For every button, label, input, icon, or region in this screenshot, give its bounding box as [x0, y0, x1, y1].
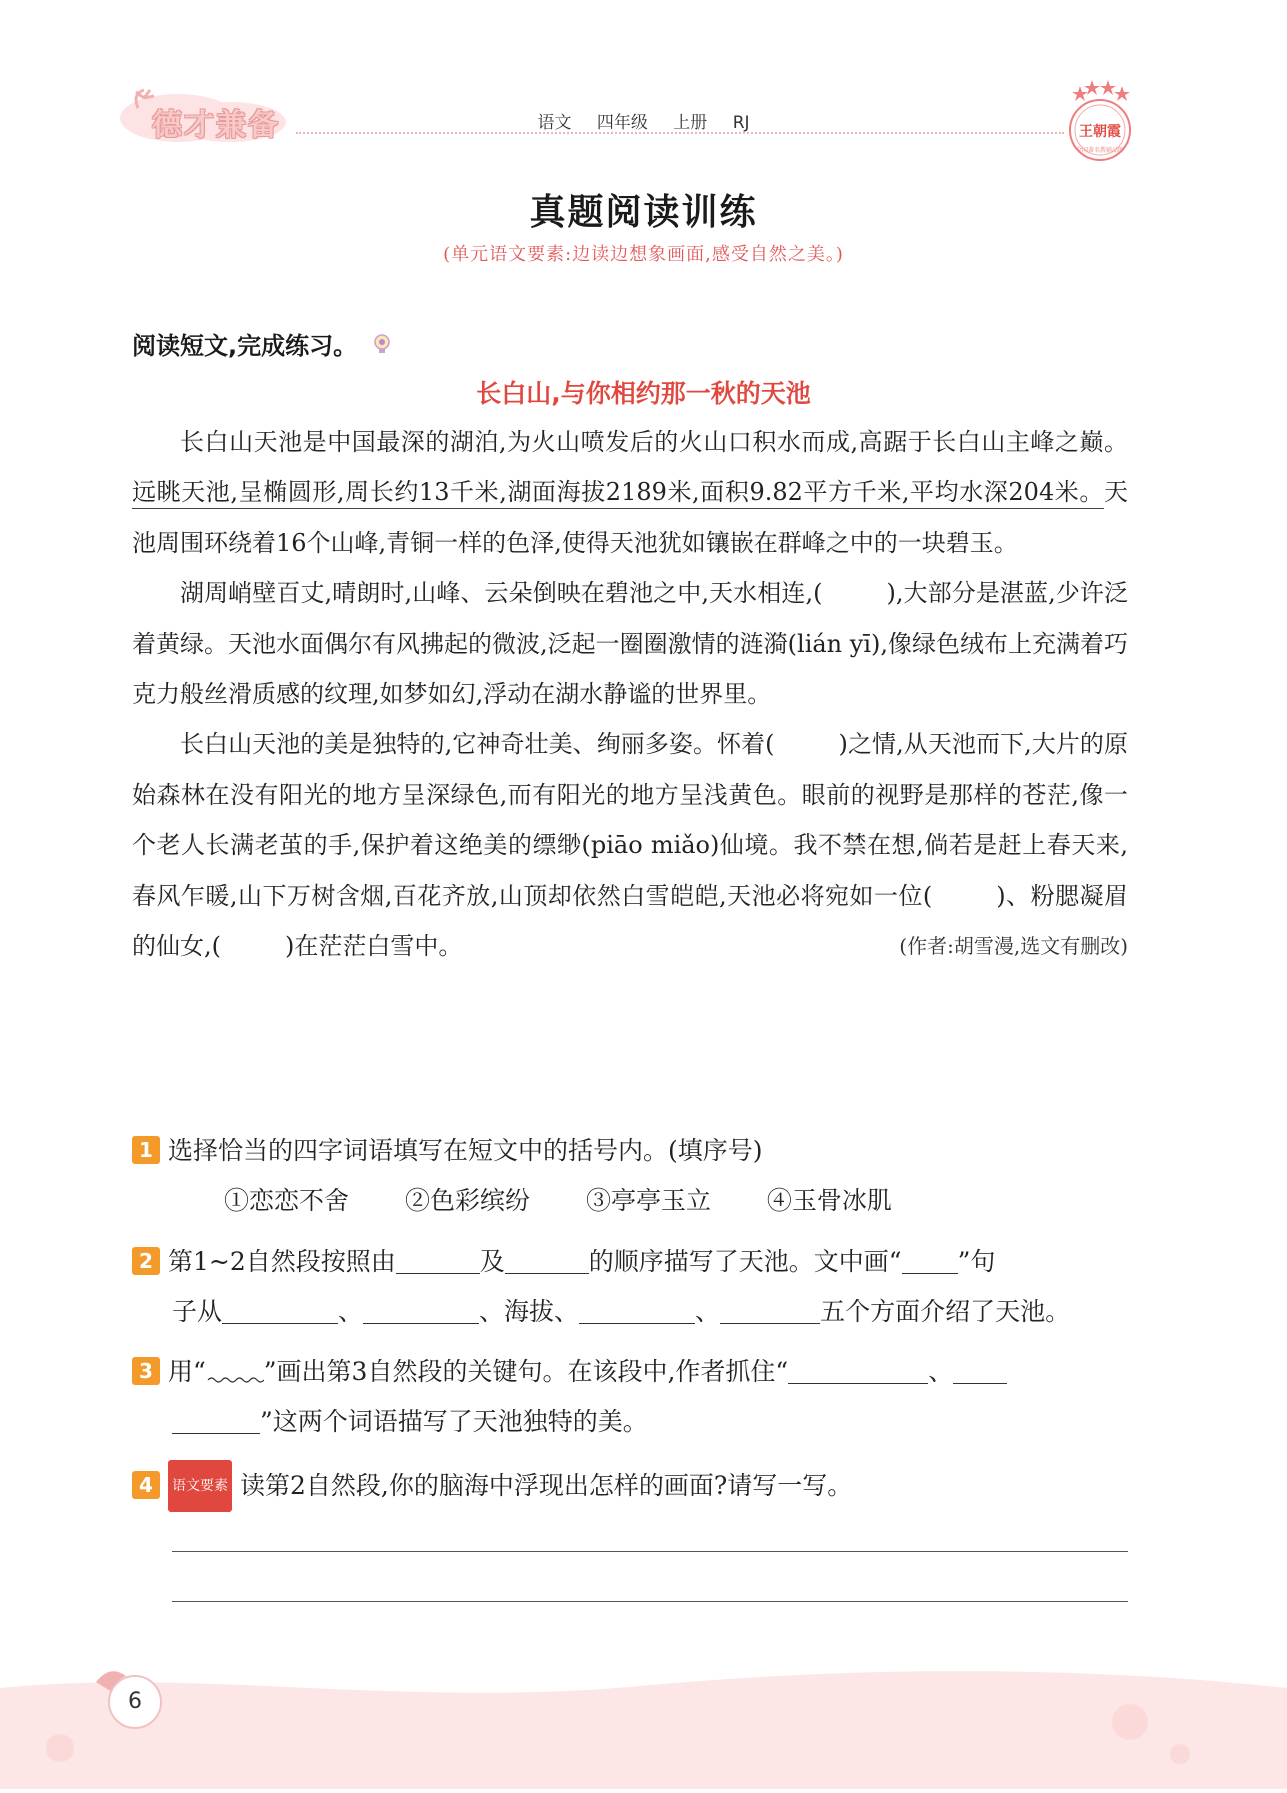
paragraph-3: 长白山天池的美是独特的,它神奇壮美、绚丽多姿。怀着( )之情,从天池而下,大片的原始森林在没有阳光的地方呈深绿色,而有阳光的地方呈浅黄色。眼前的视野是那样的苍茫,像一个老人长满老茧的手,保护着这绝美的缥缈(piāo miǎo)仙境。我不禁在想,倘若是赶上春天来,春风乍暖,山下万树含烟,百花齐放,山顶却依然白雪皑皑,天池必将宛如一位( )、粉腮凝眉的仙女,( )在茫茫白雪中。 (作者:胡雪漫,选文有删改) — [132, 719, 1128, 971]
q2-underline-sample — [902, 1247, 958, 1274]
p3-text-c: 、粉腮凝眉的仙女, — [132, 881, 1128, 961]
question-4 — [132, 1460, 1128, 1512]
question-2-number: 2 — [132, 1247, 160, 1275]
q2-text-1: 第1~2自然段按照由 — [168, 1247, 396, 1276]
question-3 — [132, 1347, 1128, 1447]
q2-text-8: 、 — [695, 1297, 721, 1326]
question-1-number: 1 — [132, 1136, 160, 1164]
page-title: 真题阅读训练 — [529, 192, 758, 233]
question-4-number: 4 — [132, 1471, 160, 1499]
wavy-line-icon — [206, 1351, 264, 1377]
paragraph-2: 湖周峭壁百丈,晴朗时,山峰、云朵倒映在碧池之中,天水相连,( ),大部分是湛蓝,少许泛着黄绿。天池水面偶尔有风拂起的微波,泛起一圈圈激情的涟漪(lián yī),像绿色绒布上充满着巧克力般丝滑质感的纹理,如梦如幻,浮动在湖水静谧的世界里。 — [132, 579, 1128, 709]
q2-fill-1[interactable] — [396, 1247, 480, 1274]
option-2: ②色彩缤纷 — [404, 1186, 530, 1215]
p2-text-b: ,大部分是湛蓝,少许泛着黄绿。天池水面偶尔有风拂起的微波,泛起一圈圈激情的涟漪(lián yī),像绿色绒布上充满着巧克力般丝滑质感的纹理,如梦如幻,浮动在湖水静谧的世界里。 — [132, 579, 1128, 709]
paragraph-1 — [132, 417, 1128, 568]
p1-underlined-sentence: 远眺天池,呈椭圆形,周长约13千米,湖面海拔2189米,面积9.82平方千米,平均水深204米。 — [132, 478, 1104, 509]
passage-body — [132, 417, 1128, 971]
q2-text-5: 子从 — [172, 1297, 223, 1326]
reading-instruction — [132, 326, 393, 361]
q2-fill-2[interactable] — [505, 1247, 589, 1274]
option-4: ④玉骨冰肌 — [766, 1186, 892, 1215]
edition-label: RJ — [732, 113, 750, 133]
q3-text-2: ”画出第3自然段的关键句。在该段中,作者抓住“ — [263, 1357, 789, 1386]
language-element-badge: 语文要素 — [168, 1460, 232, 1512]
subject-label: 语文 — [537, 113, 572, 133]
seal-text: 王朝霞 — [1079, 124, 1121, 140]
q2-fill-5[interactable] — [579, 1297, 695, 1324]
option-1: ①恋恋不舍 — [224, 1186, 350, 1215]
p1-text-b: 天池周围环绕着16个山峰,青铜一样的色泽,使得天池犹如镶嵌在群峰之中的一块碧玉。 — [132, 478, 1128, 557]
header-divider — [296, 132, 1064, 134]
q2-text-9: 五个方面介绍了天池。 — [820, 1297, 1071, 1326]
q2-fill-6[interactable] — [720, 1297, 820, 1324]
passage-title: 长白山,与你相约那一秋的天池 — [476, 379, 811, 408]
p3-text-a: 长白山天池的美是独特的,它神奇壮美、绚丽多姿。怀着 — [180, 730, 766, 759]
q2-text-7: 、海拔、 — [479, 1297, 580, 1326]
q3-text-4: ”这两个词语描写了天池独特的美。 — [260, 1407, 648, 1436]
seal-bottom-text: 全国著名教辅品牌 — [1075, 147, 1125, 154]
volume-label: 上册 — [673, 113, 708, 133]
q2-text-4: ”句 — [957, 1247, 996, 1276]
question-4-text: 读第2自然段,你的脑海中浮现出怎样的画面?请写一写。 — [240, 1471, 853, 1500]
p2-text-a: 湖周峭壁百丈,晴朗时,山峰、云朵倒映在碧池之中,天水相连, — [180, 579, 814, 608]
p1-text-a: 长白山天池是中国最深的湖泊,为火山喷发后的火山口积水而成,高踞于长白山主峰之巅。 — [180, 428, 1128, 456]
q3-fill-1[interactable] — [788, 1357, 928, 1384]
footer-wave — [0, 1658, 1287, 1789]
option-3: ③亭亭玉立 — [585, 1186, 711, 1215]
lightbulb-icon — [371, 333, 393, 361]
question-1-options — [132, 1176, 1128, 1226]
q3-text-3: 、 — [928, 1357, 954, 1386]
question-1-text: 选择恰当的四字词语填写在短文中的括号内。(填序号) — [168, 1136, 763, 1165]
question-2 — [132, 1237, 1128, 1337]
grade-label: 四年级 — [596, 113, 648, 133]
seal-badge-icon — [1060, 78, 1140, 168]
answer-line-2[interactable] — [172, 1601, 1128, 1602]
q2-fill-3[interactable] — [222, 1297, 338, 1324]
author-credit: (作者:胡雪漫,选文有删改) — [899, 934, 1128, 959]
answer-line-1[interactable] — [172, 1551, 1128, 1552]
q2-text-2: 及 — [479, 1247, 505, 1276]
question-3-number: 3 — [132, 1357, 160, 1385]
page-number: 6 — [108, 1675, 162, 1729]
p3-text-b: 之情,从天池而下,大片的原始森林在没有阳光的地方呈深绿色,而有阳光的地方呈浅黄色。眼前的视野是那样的苍茫,像一个老人长满老茧的手,保护着这绝美的缥缈(piāo miǎo)仙境。我不禁在想,倘若是赶上春天来,春风乍暖,山下万树含烟,百花齐放,山顶却依然白雪皑皑,天池必将宛如一位 — [132, 730, 1128, 910]
footer-wave-decoration — [0, 1658, 1287, 1789]
logo-text: 德才兼备 — [152, 108, 280, 143]
author-seal — [1060, 78, 1140, 168]
instruction-text: 阅读短文,完成练习。 — [132, 332, 358, 360]
q2-fill-4[interactable] — [363, 1297, 479, 1324]
q2-text-6: 、 — [338, 1297, 364, 1326]
question-1 — [132, 1126, 1128, 1226]
p3-text-d: 在茫茫白雪中。 — [294, 932, 463, 961]
q3-fill-2b[interactable] — [172, 1407, 260, 1434]
q3-text-1: 用“ — [168, 1357, 206, 1386]
q3-fill-2a[interactable] — [953, 1357, 1007, 1384]
q2-text-3: 的顺序描写了天池。文中画“ — [588, 1247, 902, 1276]
unit-element-note: (单元语文要素:边读边想象画面,感受自然之美。) — [443, 244, 844, 265]
